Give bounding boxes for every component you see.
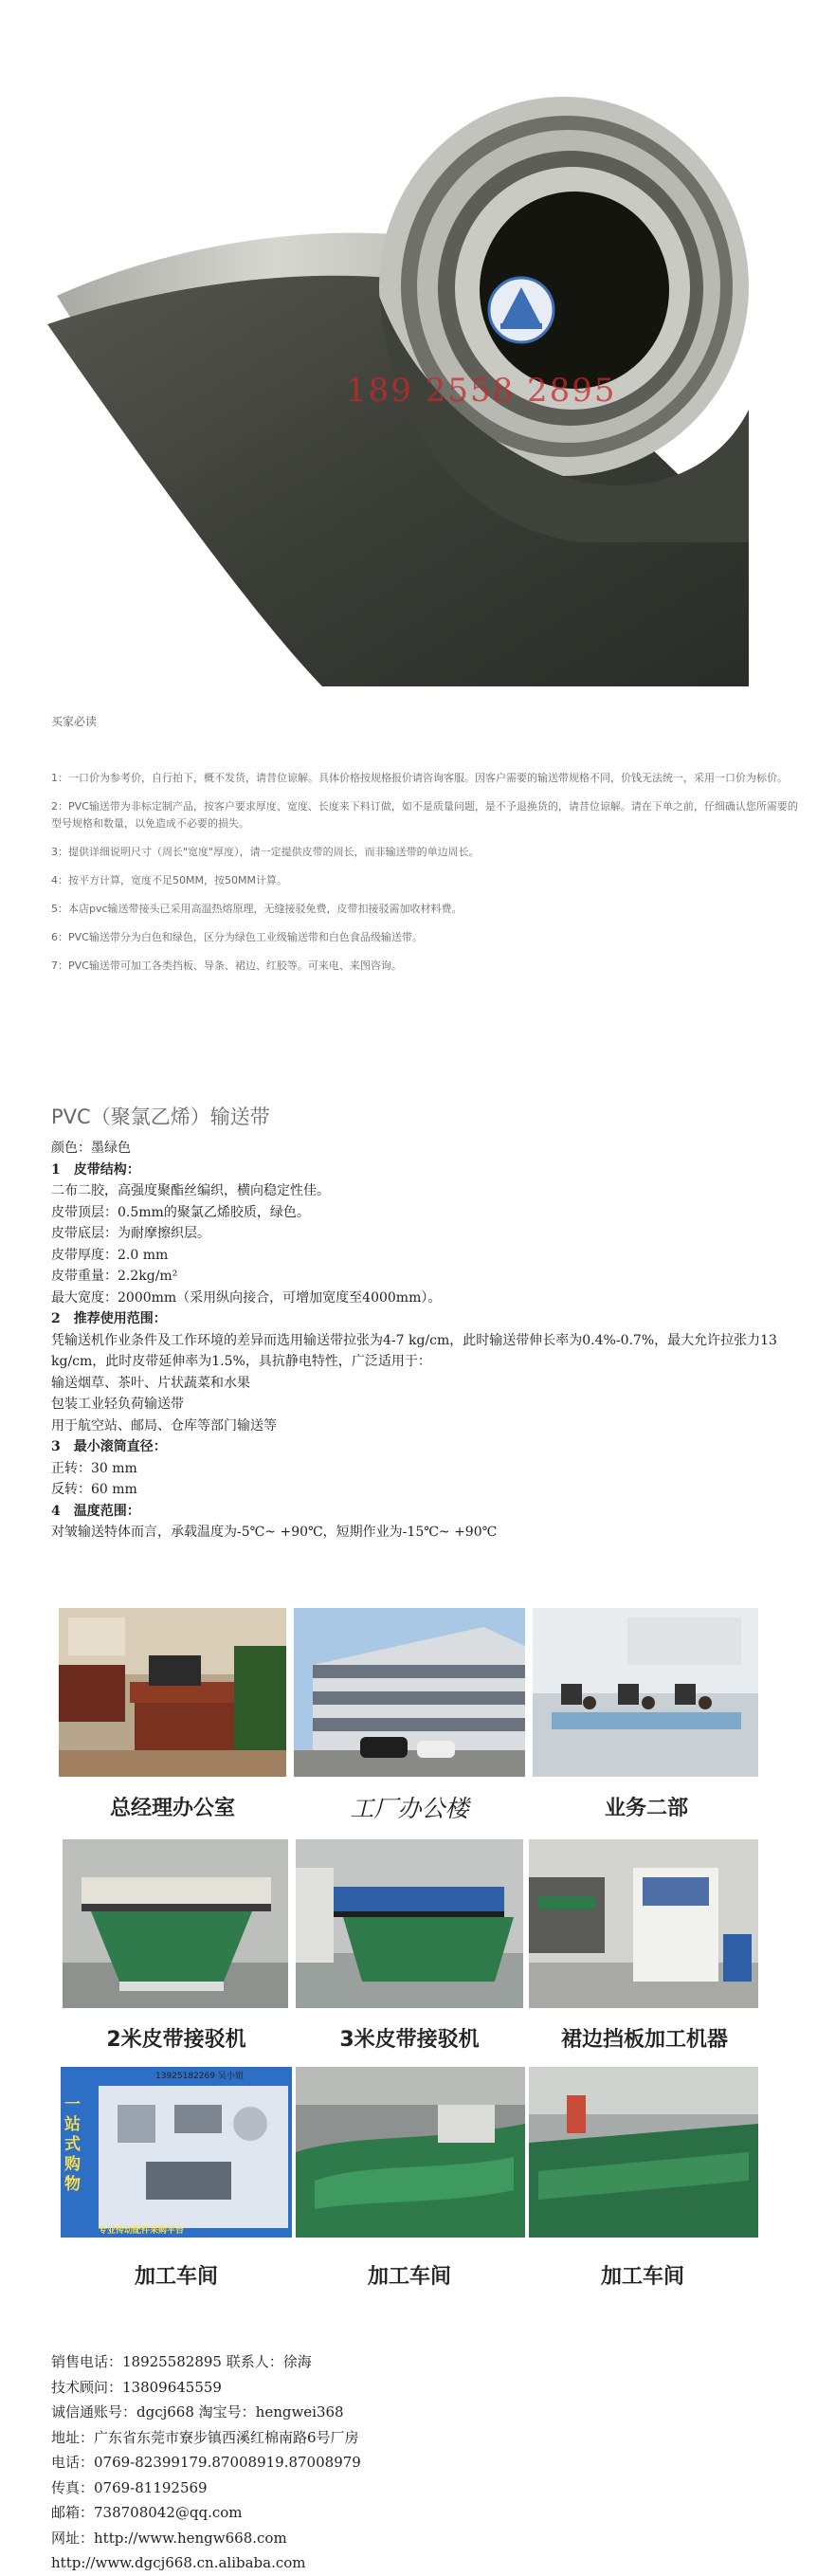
spec-section (51, 1102, 809, 1544)
office-photo (59, 1608, 286, 1777)
address: 地址：广东省东莞市寮步镇西溪红棉南路6号厂房 (51, 2428, 359, 2446)
website-link[interactable]: 网址：http://www.hengw668.com (51, 2529, 287, 2547)
notice-item: 7：PVC输送带可加工各类挡板、导条、裙边、红胶等。可来电、来图咨询。 (51, 959, 402, 972)
belt-splicer-3m-photo (296, 1839, 523, 2008)
email: 邮箱：738708042@qq.com (51, 2504, 243, 2521)
photo-caption: 总经理办公室 (109, 1797, 235, 1820)
spec-heading: 2 推荐使用范围： (51, 1311, 167, 1326)
notice-heading: 买家必读 (51, 715, 98, 728)
notice-item: 3：提供详细说明尺寸（周长"宽度"厚度），请一定提供皮带的周长，而非输送带的单边周长。 (51, 846, 480, 858)
account-info: 诚信通账号：dgcj668 淘宝号：hengwei368 (51, 2403, 344, 2421)
spec-heading: 4 温度范围： (51, 1503, 140, 1519)
spec-color: 颜色：墨绿色 (51, 1141, 131, 1156)
workshop-promo-photo (61, 2067, 292, 2238)
sales-phone: 销售电话：18925582895 联系人：徐海 (51, 2353, 312, 2370)
spec-heading: 1 皮带结构： (51, 1161, 140, 1178)
photo-caption: 业务二部 (604, 1797, 688, 1820)
notice-item: 2：PVC输送带为非标定制产品，按客户要求厚度、宽度、长度来下料订做，如不是质量问题，是不予退换货的，请昔位谅解。请在下单之前，仔细确认您所需要的型号规格和数量，以免造成不必要的损失。 (51, 800, 798, 830)
spec-line: 用于航空站、邮局、仓库等部门输送等 (51, 1417, 277, 1434)
spec-line: 对皱输送特体而言，承载温度为-5℃~ +90℃，短期作业为-15℃~ +90℃ (51, 1525, 498, 1540)
notice-item: 5：本店pvc输送带接头已采用高温热熔原理，无缝接驳免费，皮带扣接驳需加收材料费。 (51, 903, 463, 915)
workshop-photo (529, 2067, 758, 2238)
spec-line: 皮带厚度：2.0 mm (51, 1247, 169, 1263)
photo-caption: 2米皮带接驳机 (106, 2028, 246, 2052)
phone-watermark: 189 2558 2895 (346, 372, 617, 410)
factory-building-photo (294, 1608, 525, 1777)
contact-info (51, 2349, 361, 2576)
spec-line: 正转：30 mm (51, 1460, 137, 1476)
promo-vertical-text: 一站式购物 (64, 2095, 81, 2194)
workshop-photo (296, 2067, 525, 2238)
notice-list (51, 770, 800, 986)
photo-caption: 工厂办公楼 (350, 1795, 469, 1822)
spec-heading: 3 最小滚筒直径： (51, 1439, 167, 1454)
spec-line: 皮带底层：为耐摩擦织层。 (51, 1226, 210, 1241)
telephone: 电话：0769-82399179.87008919.87008979 (51, 2454, 361, 2471)
spec-line: 最大宽度：2000mm（采用纵向接合，可增加宽度至4000mm）。 (51, 1289, 442, 1306)
notice-item: 6：PVC输送带分为白色和绿色，区分为绿色工业级输送带和白色食品级输送带。 (51, 931, 423, 943)
tech-consultant: 技术顾问：13809645559 (51, 2378, 222, 2396)
spec-line: 凭输送机作业条件及工作环境的差异而选用输送带拉张为4-7 kg/cm，此时输送带伸长率为0.4%-0.7%，最大允许拉张力13 kg/cm，此时皮带延伸率为1.5%，具抗静电特性，广泛适用于： (51, 1332, 777, 1369)
promo-bottom-text: 专业传动配件采购平台 (99, 2226, 185, 2236)
fax: 传真：0769-81192569 (51, 2478, 208, 2496)
spec-line: 反转：60 mm (51, 1482, 137, 1497)
notice-item: 4：按平方计算，宽度不足50MM，按50MM计算。 (51, 874, 287, 886)
sales-department-photo (533, 1608, 758, 1777)
photo-caption: 裙边挡板加工机器 (560, 2028, 728, 2052)
spec-line: 二布二胶，高强度聚酯丝编织，横向稳定性佳。 (51, 1183, 330, 1198)
photo-caption: 加工车间 (367, 2265, 451, 2289)
sidewall-machine-photo (529, 1839, 758, 2008)
spec-line: 皮带顶层：0.5mm的聚氯乙烯胶质，绿色。 (51, 1204, 310, 1220)
notice-item: 1：一口价为参考价，自行拍下，概不发货，请昔位谅解。具体价格按规格报价请咨询客服。因客户需要的输送带规格不同，价钱无法统一，采用一口价为标价。 (51, 772, 788, 784)
belt-splicer-2m-photo (63, 1839, 288, 2008)
spec-line: 包装工业轻负荷输送带 (51, 1397, 184, 1412)
promo-top-text: 13925182269 吴小姐 (155, 2072, 244, 2081)
photo-caption: 加工车间 (600, 2265, 684, 2289)
spec-line: 皮带重量：2.2kg/m² (51, 1269, 178, 1284)
photo-caption: 加工车间 (134, 2265, 218, 2289)
alibaba-link[interactable]: http://www.dgcj668.cn.alibaba.com (51, 2554, 306, 2571)
photo-caption: 3米皮带接驳机 (339, 2028, 480, 2052)
spec-line: 输送烟草、茶叶、片状蔬菜和水果 (51, 1375, 250, 1391)
spec-title: PVC（聚氯乙烯）输送带 (51, 1105, 270, 1128)
conveyor-belt-photo (47, 11, 770, 686)
